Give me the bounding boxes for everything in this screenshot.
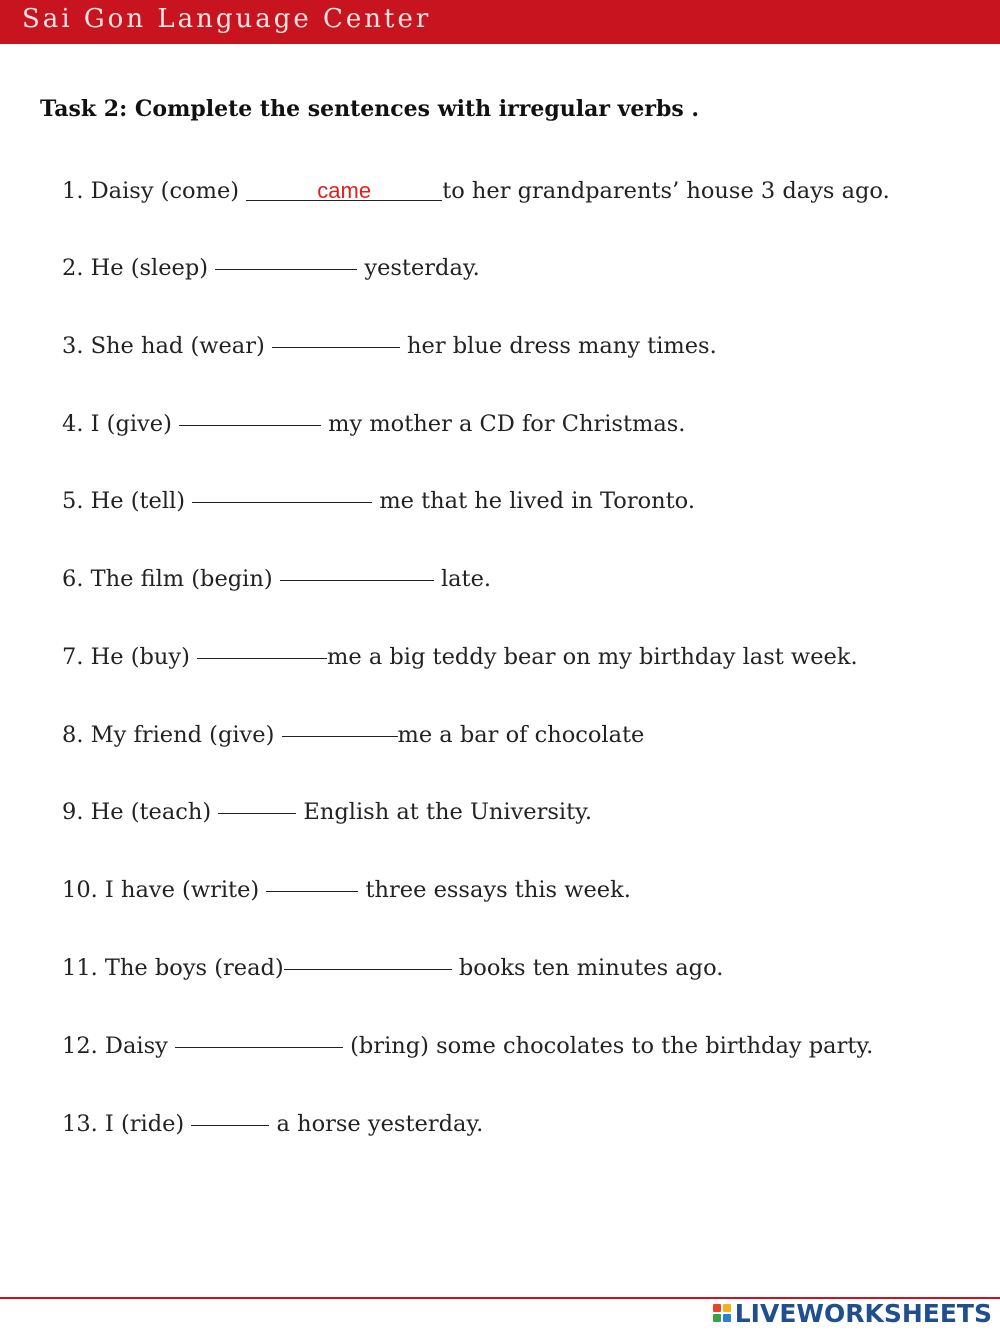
- sentence-6: [62, 564, 491, 594]
- sentence-5: [62, 486, 695, 516]
- sentence-prompt: 3. She had (wear): [62, 333, 272, 359]
- sentence-prompt: 2. He (sleep): [62, 255, 216, 281]
- answer-blank-1[interactable]: [246, 176, 442, 206]
- sentence-7: [62, 642, 858, 672]
- sentence-prompt: 1. Daisy (come): [62, 178, 247, 204]
- sentence-rest: me a bar of chocolate: [397, 722, 645, 748]
- brand-name: LIVEWORKSHEETS: [734, 1298, 992, 1328]
- sentence-prompt: 8. My friend (give): [62, 722, 282, 748]
- sentence-rest: my mother a CD for Christmas.: [321, 411, 686, 437]
- sentence-prompt: 12. Daisy: [62, 1033, 175, 1059]
- sentence-rest: her blue dress many times.: [399, 333, 717, 359]
- sentence-prompt: 6. The film (begin): [62, 566, 280, 592]
- answer-text: came: [317, 178, 372, 203]
- liveworksheets-logo-icon: [713, 1304, 731, 1322]
- sentence-13: [62, 1109, 483, 1139]
- sentence-2: [62, 253, 480, 283]
- sentence-prompt: 13. I (ride): [62, 1111, 192, 1137]
- sentence-rest: books ten minutes ago.: [451, 955, 724, 981]
- center-name: Sai Gon Language Center: [22, 4, 432, 34]
- sentence-rest: me that he lived in Toronto.: [372, 488, 695, 514]
- sentence-8: [62, 720, 644, 750]
- sentence-prompt: 5. He (tell): [62, 488, 193, 514]
- sentence-rest: three essays this week.: [358, 877, 631, 903]
- sentence-rest: a horse yesterday.: [269, 1111, 484, 1137]
- liveworksheets-logo: [713, 1298, 992, 1328]
- sentence-rest: (bring) some chocolates to the birthday party.: [343, 1033, 874, 1059]
- sentence-prompt: 10. I have (write): [62, 877, 267, 903]
- sentence-prompt: 4. I (give): [62, 411, 179, 437]
- task-heading: Task 2: Complete the sentences with irregular verbs .: [40, 96, 700, 122]
- sentence-3: [62, 331, 717, 361]
- sentence-12: [62, 1031, 873, 1061]
- sentence-9: [62, 797, 592, 827]
- sentence-rest: yesterday.: [357, 255, 480, 281]
- header-bar: [0, 0, 1000, 44]
- sentence-prompt: 11. The boys (read): [62, 955, 284, 981]
- sentence-4: [62, 409, 685, 439]
- sentence-rest: English at the University.: [296, 799, 593, 825]
- sentence-rest: me a big teddy bear on my birthday last week.: [327, 644, 858, 670]
- sentence-prompt: 9. He (teach): [62, 799, 219, 825]
- sentence-1: [62, 176, 890, 206]
- sentence-11: [62, 953, 723, 983]
- sentence-10: [62, 875, 631, 905]
- sentence-rest: late.: [433, 566, 492, 592]
- sentence-prompt: 7. He (buy): [62, 644, 198, 670]
- sentence-rest: to her grandparents’ house 3 days ago.: [442, 178, 890, 204]
